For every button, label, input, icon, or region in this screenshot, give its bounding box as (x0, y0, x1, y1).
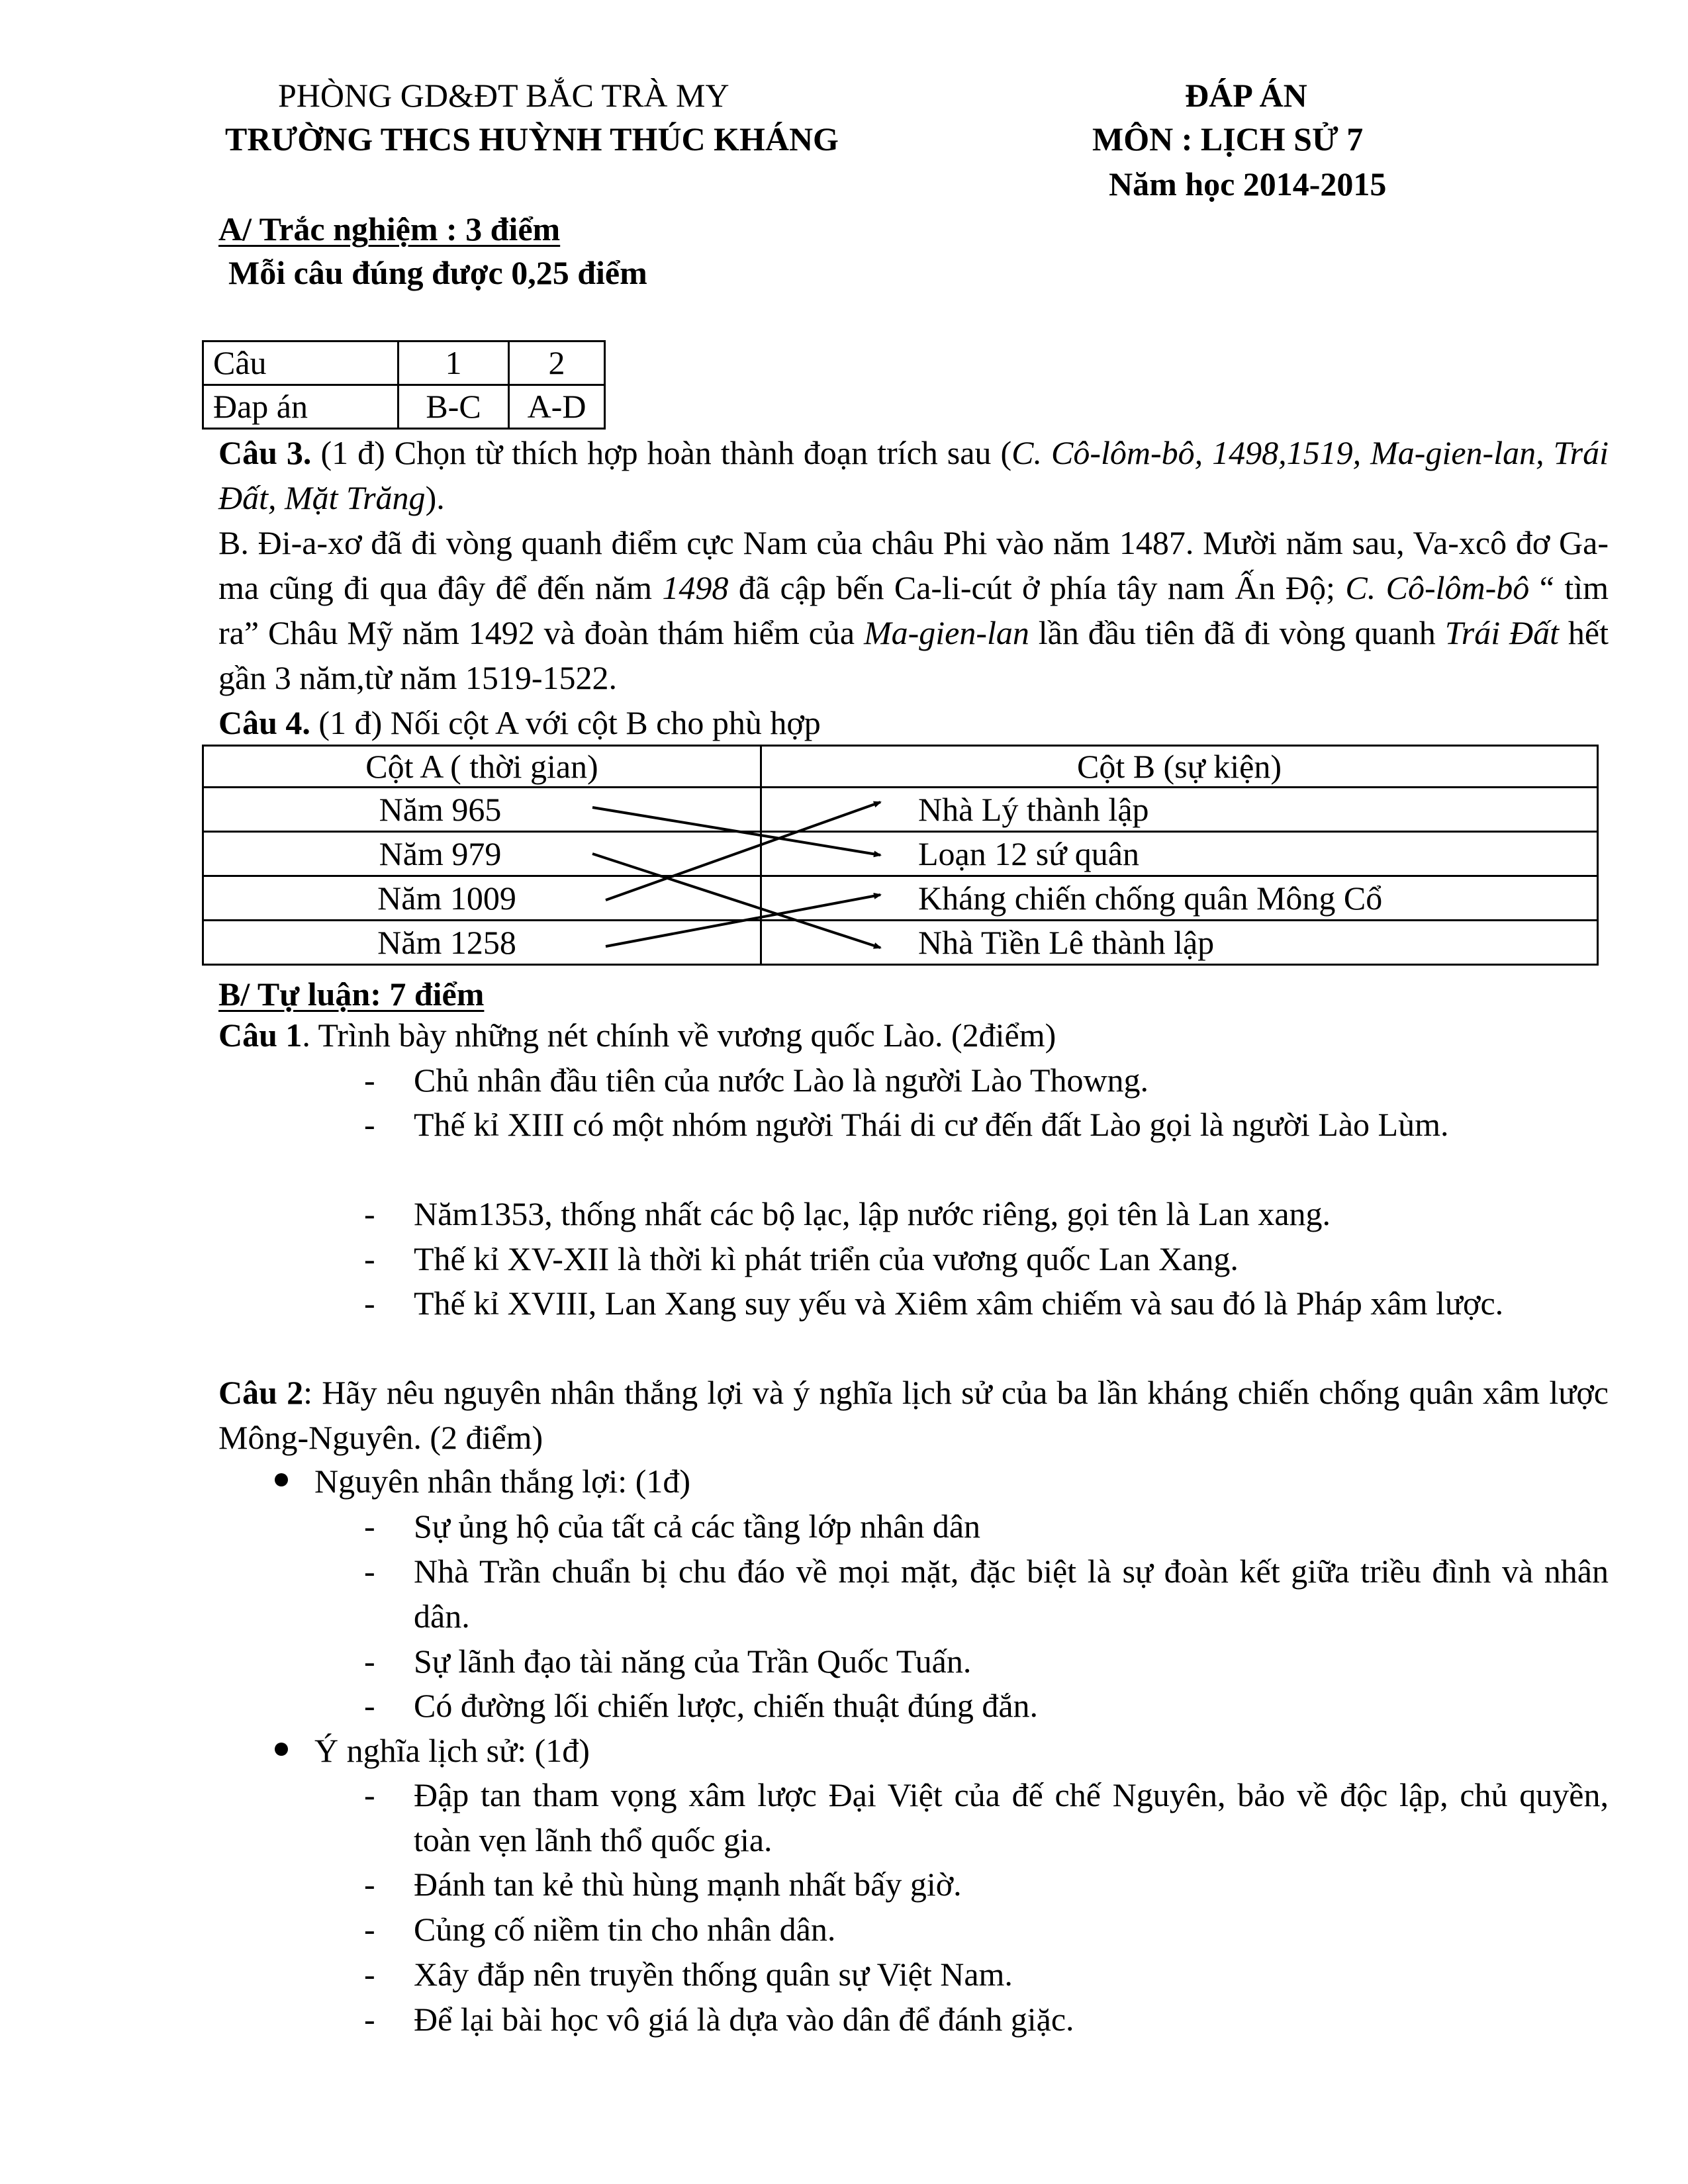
list-item: Đánh tan kẻ thù hùng mạnh nhất bấy giờ. (414, 1866, 962, 1903)
answer-table (202, 340, 606, 430)
q4-label: Câu 4. (218, 704, 310, 741)
table-row (203, 385, 605, 429)
list-dash: - (364, 1106, 375, 1143)
q3-text: đã cập bến Ca-li-cút ở phía tây nam Ấn Độ; (728, 569, 1346, 606)
q3-text: lần đầu tiên đã đi vòng quanh (1029, 614, 1445, 651)
cause-title: Nguyên nhân thắng lợi: (1đ) (314, 1463, 690, 1500)
list-item: Sự lãnh đạo tài năng của Trần Quốc Tuấn. (414, 1643, 972, 1680)
q3-answer-paragraph (218, 520, 1609, 700)
list-dash: - (364, 1508, 375, 1545)
column-a-cell: Năm 1009 (203, 876, 761, 921)
row-label: Câu (203, 341, 399, 385)
list-dash: - (364, 1776, 375, 1813)
list-item: Thế kỉ XIII có một nhóm người Thái di cư đến đất Lào gọi là người Lào Lùm. (414, 1106, 1449, 1143)
answer-cell: B-C (399, 385, 509, 429)
list-item: Xây đắp nên truyền thống quân sự Việt Nam. (414, 1956, 1013, 1993)
list-item: Năm1353, thống nhất các bộ lạc, lập nước riêng, gọi tên là Lan xang. (414, 1195, 1331, 1232)
list-dash: - (364, 1062, 375, 1099)
list-dash: - (364, 1195, 375, 1232)
b-q2-prompt (218, 1370, 1609, 1460)
part-b-title: B/ Tự luận: 7 điểm (218, 976, 485, 1013)
q4-prompt (218, 700, 821, 745)
list-dash: - (364, 1643, 375, 1680)
list-item: Nhà Trần chuẩn bị chu đáo về mọi mặt, đặc biệt là sự đoàn kết giữa triều đình và nhân dân. (414, 1553, 1609, 1635)
q3-filled-answer: Ma-gien-lan (863, 614, 1029, 651)
column-b-cell: Nhà Lý thành lập (761, 788, 1598, 832)
list-item: Thế kỉ XVIII, Lan Xang suy yếu và Xiêm xâm chiếm và sau đó là Pháp xâm lược. (414, 1285, 1504, 1322)
list-dash: - (364, 1687, 375, 1724)
answer-cell: A-D (509, 385, 605, 429)
doc-title: ĐÁP ÁN (1185, 77, 1307, 114)
list-dash: - (364, 1240, 375, 1277)
matching-arrows (202, 745, 1599, 975)
column-a-cell: Năm 979 (203, 832, 761, 876)
match-arrow (592, 854, 880, 948)
table-row (203, 341, 605, 385)
bullet-dot-icon (275, 1473, 288, 1486)
part-a-note: Mỗi câu đúng được 0,25 điểm (228, 254, 647, 291)
school-year: Năm học 2014-2015 (1109, 165, 1387, 203)
q3-filled-answer: C. Cô-lôm-bô (1345, 569, 1530, 606)
list-item: Thế kỉ XV-XII là thời kì phát triển của vương quốc Lan Xang. (414, 1240, 1239, 1277)
part-a-title: A/ Trắc nghiệm : 3 điểm (218, 210, 561, 248)
list-dash: - (364, 1866, 375, 1903)
b-q1-prompt-text: . Trình bày những nét chính về vương quốc Lào. (2điểm) (302, 1017, 1056, 1054)
q3-text: B. Đi-a-xơ đã đi vòng quanh điểm cực Nam của châu Phi vào năm 1487. Mười năm sau, Va-xcô đơ Ga-ma cũng đi qua đây để đến năm (218, 524, 1609, 606)
school-name: TRƯỜNG THCS HUỲNH THÚC KHÁNG (225, 120, 839, 158)
q3-word-bank: C. Cô-lôm-bô, 1498,1519, Ma-gien-lan, Trái Đất, Mặt Trăng (218, 434, 1609, 516)
match-arrow (592, 807, 880, 855)
list-item: Đập tan tham vọng xâm lược Đại Việt của đế chế Nguyên, bảo về độc lập, chủ quyền, toàn vẹn lãnh thổ quốc gia. (414, 1776, 1609, 1858)
q3-text: “ tìm ra” Châu Mỹ năm 1492 và đoàn thám hiểm của (218, 569, 1609, 651)
q3-label: Câu 3. (218, 434, 312, 471)
list-item: Củng cố niềm tin cho nhân dân. (414, 1911, 836, 1948)
q3-prompt-post: ). (425, 479, 445, 516)
department-name: PHÒNG GD&ĐT BẮC TRÀ MY (278, 77, 729, 114)
question-number: 1 (399, 341, 509, 385)
question-number: 2 (509, 341, 605, 385)
column-a-header: Cột A ( thời gian) (203, 746, 761, 788)
column-a-cell: Năm 1258 (203, 921, 761, 965)
q3-prompt-pre: (1 đ) Chọn từ thích hợp hoàn thành đoạn trích sau ( (311, 434, 1012, 471)
column-b-cell: Kháng chiến chống quân Mông Cổ (761, 876, 1598, 921)
matching-table (202, 745, 1599, 975)
list-dash: - (364, 1911, 375, 1948)
list-item: Để lại bài học vô giá là dựa vào dân để đánh giặc. (414, 2001, 1074, 2038)
subject: MÔN : LỊCH SỬ 7 (1092, 120, 1364, 158)
b-q1-prompt (218, 1013, 1056, 1058)
list-dash: - (364, 1956, 375, 1993)
q3-prompt (218, 430, 1609, 520)
column-a-cell: Năm 965 (203, 788, 761, 832)
list-dash: - (364, 1285, 375, 1322)
column-b-cell: Loạn 12 sứ quân (761, 832, 1598, 876)
list-item: Có đường lối chiến lược, chiến thuật đúng đắn. (414, 1687, 1039, 1724)
list-dash: - (364, 2001, 375, 2038)
q4-prompt-text: (1 đ) Nối cột A với cột B cho phù hợp (310, 704, 821, 741)
meaning-title: Ý nghĩa lịch sử: (1đ) (314, 1732, 590, 1769)
q3-filled-answer: 1498 (662, 569, 729, 606)
row-label: Đap án (203, 385, 399, 429)
column-b-cell: Nhà Tiền Lê thành lập (761, 921, 1598, 965)
list-item: Chủ nhân đầu tiên của nước Lào là người Lào Thowng. (414, 1062, 1149, 1099)
b-q2-label: Câu 2 (218, 1374, 304, 1411)
q3-filled-answer: Trái Đất (1444, 614, 1559, 651)
list-item: Sự ủng hộ của tất cả các tầng lớp nhân dân (414, 1508, 981, 1545)
b-q2-prompt-text: : Hãy nêu nguyên nhân thắng lợi và ý nghĩa lịch sử của ba lần kháng chiến chống quân xâm lược Mông-Nguyên. (2 điểm) (218, 1374, 1609, 1456)
q3-text: hết gần 3 năm,từ năm 1519-1522. (218, 614, 1609, 696)
b-q1-label: Câu 1 (218, 1017, 303, 1054)
column-b-header: Cột B (sự kiện) (761, 746, 1598, 788)
list-dash: - (364, 1553, 375, 1590)
bullet-dot-icon (275, 1743, 288, 1756)
